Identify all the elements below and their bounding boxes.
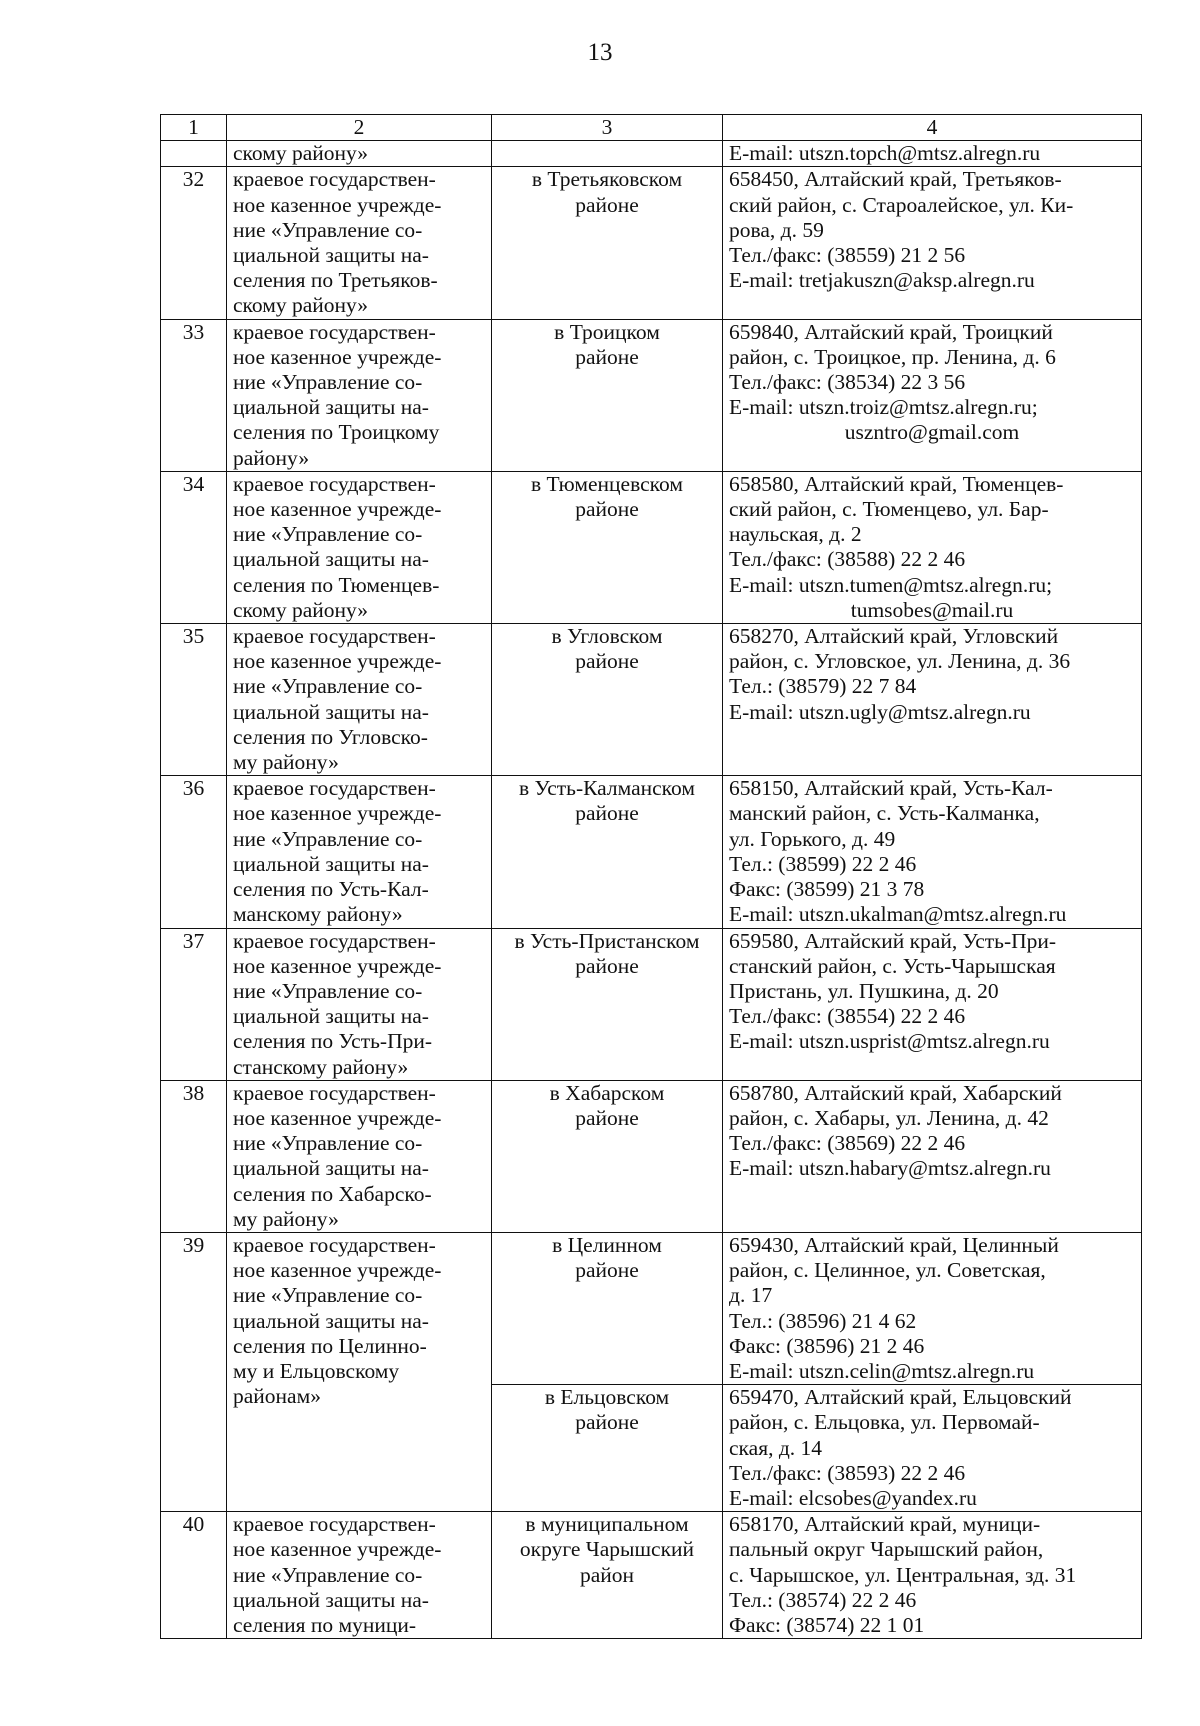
table-row [161, 776, 1142, 928]
address-cell [723, 141, 1142, 167]
address-cell [723, 928, 1142, 1080]
address-cell-line: Тел.: (38579) 22 7 84 [729, 674, 917, 699]
column-header-2: 2 [227, 115, 492, 141]
service-area-cell-line: районе [575, 1258, 639, 1283]
organization-cell-line: циальной защиты на- [233, 1156, 429, 1181]
address-cell-line: пальный округ Чарышский район, [729, 1537, 1044, 1562]
row-number-cell: 35 [161, 624, 227, 776]
service-area-cell-line: в Третьяковском [531, 167, 683, 192]
organization-cell-line: ное казенное учрежде- [233, 801, 442, 826]
organization-cell [227, 141, 492, 167]
service-area-cell [492, 1385, 723, 1512]
address-cell-line: станский район, с. Усть-Чарышская [729, 953, 1056, 978]
address-cell [723, 1080, 1142, 1232]
address-cell-line: 658270, Алтайский край, Угловский [729, 624, 1059, 649]
service-area-cell [492, 141, 723, 167]
service-area-cell-line: районе [575, 649, 639, 674]
organization-cell-line: ние «Управление со- [233, 522, 423, 547]
service-area-cell-line: в Угловском [551, 624, 663, 649]
organization-cell-line: циальной защиты на- [233, 699, 429, 724]
organization-cell-line: ние «Управление со- [233, 1283, 423, 1308]
address-cell-line: Тел./факс: (38593) 22 2 46 [729, 1460, 966, 1485]
address-cell-line: 658580, Алтайский край, Тюменцев- [729, 471, 1064, 496]
page-number: 13 [587, 39, 613, 66]
table-row [161, 928, 1142, 1080]
address-cell-line: 659840, Алтайский край, Троицкий [729, 319, 1053, 344]
address-cell-line: E-mail: utszn.celin@mtsz.alregn.ru [729, 1358, 1035, 1383]
table-row [161, 1512, 1142, 1639]
organization-cell-line: району» [233, 445, 310, 470]
service-area-cell-line: округе Чарышский [519, 1537, 695, 1562]
address-cell-line: район, с. Угловское, ул. Ленина, д. 36 [729, 649, 1071, 674]
table-row [161, 471, 1142, 623]
organization-cell-line: краевое государствен- [233, 1080, 436, 1105]
organization-cell-line: ние «Управление со- [233, 674, 423, 699]
organization-cell-line: краевое государствен- [233, 471, 436, 496]
address-cell [723, 1512, 1142, 1639]
address-cell-line: район, с. Троицкое, пр. Ленина, д. 6 [729, 344, 1056, 369]
address-cell-line: д. 17 [729, 1283, 773, 1308]
table-row [161, 319, 1142, 471]
organization-cell-line: краевое государствен- [233, 319, 436, 344]
organization-cell-line: ное казенное учрежде- [233, 192, 442, 217]
row-number-cell: 40 [161, 1512, 227, 1639]
column-header-3: 3 [492, 115, 723, 141]
organization-cell-line: ное казенное учрежде- [233, 649, 442, 674]
address-cell-line: ская, д. 14 [729, 1435, 823, 1460]
organization-cell-line: циальной защиты на- [233, 851, 429, 876]
table-row [161, 624, 1142, 776]
organization-cell-line: му району» [233, 1206, 339, 1231]
address-cell-line: 658780, Алтайский край, Хабарский [729, 1080, 1062, 1105]
organization-cell [227, 471, 492, 623]
organization-cell-line: ное казенное учрежде- [233, 1537, 442, 1562]
service-area-cell [492, 776, 723, 928]
service-area-cell-line: в Усть-Пристанском [514, 928, 700, 953]
address-cell-line: E-mail: utszn.ugly@mtsz.alregn.ru [729, 699, 1031, 724]
address-cell-line: Тел.: (38596) 21 4 62 [729, 1308, 917, 1333]
organization-cell-line: районам» [233, 1384, 321, 1409]
organization-cell [227, 1232, 492, 1511]
organization-cell-line: скому району» [233, 597, 369, 622]
service-area-cell [492, 319, 723, 471]
address-cell-line: E-mail: elcsobes@yandex.ru [729, 1485, 977, 1510]
organization-cell-line: краевое государствен- [233, 167, 436, 192]
organization-cell-line: краевое государствен- [233, 624, 436, 649]
organization-cell-line: му району» [233, 750, 339, 775]
address-cell-line: рова, д. 59 [729, 217, 824, 242]
address-cell-line: Пристань, ул. Пушкина, д. 20 [729, 978, 999, 1003]
organization-cell [227, 1512, 492, 1639]
organization-cell-line: циальной защиты на- [233, 1004, 429, 1029]
organization-cell [227, 776, 492, 928]
organization-cell-line: ное казенное учрежде- [233, 1258, 442, 1283]
address-cell-line: манский район, с. Усть-Калманка, [729, 801, 1040, 826]
address-cell-line: Тел.: (38599) 22 2 46 [729, 851, 917, 876]
organization-cell-line: ние «Управление со- [233, 1131, 423, 1156]
organization-cell-line: ное казенное учрежде- [233, 1105, 442, 1130]
table-row [161, 1080, 1142, 1232]
address-cell-line: 658150, Алтайский край, Усть-Кал- [729, 776, 1053, 801]
organization-cell-line: ние «Управление со- [233, 217, 423, 242]
organization-cell [227, 624, 492, 776]
service-area-cell-line: районе [575, 344, 639, 369]
organization-cell-line: селения по Тюменцев- [233, 572, 440, 597]
address-cell-line: tumsobes@mail.ru [850, 597, 1014, 622]
institutions-table [160, 114, 1142, 1639]
address-cell-line: ский район, с. Староалейское, ул. Ки- [729, 192, 1074, 217]
address-cell [723, 1385, 1142, 1512]
address-cell-line: Факс: (38599) 21 3 78 [729, 877, 925, 902]
service-area-cell-line: районе [575, 1410, 639, 1435]
organization-cell-line: станскому району» [233, 1054, 409, 1079]
address-cell [723, 624, 1142, 776]
row-number-cell: 33 [161, 319, 227, 471]
organization-cell [227, 319, 492, 471]
address-cell-line: E-mail: utszn.topch@mtsz.alregn.ru [729, 141, 1041, 166]
organization-cell-line: селения по Третьяков- [233, 268, 438, 293]
address-cell-line: uszntro@gmail.com [844, 420, 1020, 445]
address-cell-line: E-mail: utszn.tumen@mtsz.alregn.ru; [729, 572, 1053, 597]
service-area-cell [492, 928, 723, 1080]
column-header-4: 4 [723, 115, 1142, 141]
organization-cell [227, 1080, 492, 1232]
address-cell [723, 319, 1142, 471]
organization-cell-line: селения по Угловско- [233, 724, 428, 749]
address-cell-line: E-mail: tretjakuszn@aksp.alregn.ru [729, 268, 1035, 293]
address-cell-line: 658450, Алтайский край, Третьяков- [729, 167, 1062, 192]
row-number-cell [161, 141, 227, 167]
service-area-cell-line: районе [575, 953, 639, 978]
organization-cell-line: селения по Усть-Кал- [233, 877, 429, 902]
address-cell-line: Факс: (38574) 22 1 01 [729, 1612, 925, 1637]
organization-cell-line: краевое государствен- [233, 776, 436, 801]
header-row [161, 115, 1142, 141]
address-cell-line: Тел./факс: (38534) 22 3 56 [729, 370, 966, 395]
organization-cell-line: селения по муници- [233, 1612, 417, 1637]
service-area-cell-line: в муниципальном [525, 1512, 689, 1537]
row-number-cell: 32 [161, 167, 227, 319]
service-area-cell-line: районе [575, 1105, 639, 1130]
row-number-cell: 38 [161, 1080, 227, 1232]
organization-cell-line: ние «Управление со- [233, 370, 423, 395]
address-cell-line: E-mail: utszn.usprist@mtsz.alregn.ru [729, 1029, 1050, 1054]
column-header-1: 1 [161, 115, 227, 141]
organization-cell-line: му и Ельцовскому [233, 1358, 400, 1383]
row-number-cell: 39 [161, 1232, 227, 1511]
organization-cell-line: циальной защиты на- [233, 395, 429, 420]
organization-cell-line: селения по Хабарско- [233, 1181, 432, 1206]
organization-cell-line: краевое государствен- [233, 928, 436, 953]
organization-cell-line: краевое государствен- [233, 1512, 436, 1537]
service-area-cell [492, 1080, 723, 1232]
address-cell [723, 1232, 1142, 1384]
organization-cell-line: циальной защиты на- [233, 547, 429, 572]
address-cell [723, 776, 1142, 928]
address-cell-line: район, с. Ельцовка, ул. Первомай- [729, 1410, 1040, 1435]
address-cell-line: район, с. Целинное, ул. Советская, [729, 1258, 1046, 1283]
organization-cell-line: циальной защиты на- [233, 1308, 429, 1333]
service-area-cell-line: в Троицком [554, 319, 660, 344]
service-area-cell-line: район [579, 1562, 635, 1587]
address-cell-line: E-mail: utszn.ukalman@mtsz.alregn.ru [729, 902, 1067, 927]
service-area-cell [492, 624, 723, 776]
row-number-cell: 37 [161, 928, 227, 1080]
service-area-cell-line: в Усть-Калманском [519, 776, 695, 801]
address-cell [723, 471, 1142, 623]
address-cell-line: 659580, Алтайский край, Усть-При- [729, 928, 1057, 953]
address-cell-line: E-mail: utszn.troiz@mtsz.alregn.ru; [729, 395, 1038, 420]
continuation-row [161, 141, 1142, 167]
address-cell-line: район, с. Хабары, ул. Ленина, д. 42 [729, 1105, 1049, 1130]
service-area-cell-line: в Целинном [552, 1232, 662, 1257]
organization-cell-line: ное казенное учрежде- [233, 953, 442, 978]
row-number-cell: 36 [161, 776, 227, 928]
organization-cell-line: ное казенное учрежде- [233, 497, 442, 522]
address-cell-line: 659470, Алтайский край, Ельцовский [729, 1385, 1072, 1410]
address-cell-line: Тел./факс: (38554) 22 2 46 [729, 1004, 966, 1029]
table-body [161, 115, 1142, 1639]
service-area-cell-line: в Тюменцевском [531, 471, 683, 496]
organization-cell [227, 928, 492, 1080]
organization-cell-line: ние «Управление со- [233, 826, 423, 851]
address-cell-line: ул. Горького, д. 49 [729, 826, 896, 851]
address-cell-line: Факс: (38596) 21 2 46 [729, 1333, 925, 1358]
organization-cell-line: манскому району» [233, 902, 403, 927]
address-cell-line: E-mail: utszn.habary@mtsz.alregn.ru [729, 1156, 1051, 1181]
organization-cell-line: скому району» [233, 293, 369, 318]
address-cell-line: с. Чарышское, ул. Центральная, зд. 31 [729, 1562, 1077, 1587]
organization-cell-line: скому району» [233, 141, 369, 166]
address-cell-line: ский район, с. Тюменцево, ул. Бар- [729, 497, 1049, 522]
service-area-cell-line: в Хабарском [549, 1080, 665, 1105]
service-area-cell-line: в Ельцовском [544, 1385, 670, 1410]
service-area-cell [492, 167, 723, 319]
service-area-cell-line: районе [575, 497, 639, 522]
organization-cell-line: селения по Троицкому [233, 420, 440, 445]
organization-cell-line: краевое государствен- [233, 1232, 436, 1257]
organization-cell-line: ние «Управление со- [233, 1562, 423, 1587]
service-area-cell [492, 1512, 723, 1639]
service-area-cell [492, 1232, 723, 1384]
service-area-cell-line: районе [575, 192, 639, 217]
address-cell-line: Тел./факс: (38569) 22 2 46 [729, 1131, 966, 1156]
row-number-cell: 34 [161, 471, 227, 623]
service-area-cell [492, 471, 723, 623]
service-area-cell-line: районе [575, 801, 639, 826]
address-cell-line: Тел./факс: (38559) 21 2 56 [729, 243, 966, 268]
organization-cell-line: селения по Целинно- [233, 1333, 427, 1358]
organization-cell-line: ние «Управление со- [233, 978, 423, 1003]
table-row [161, 1232, 1142, 1384]
address-cell-line: Тел.: (38574) 22 2 46 [729, 1587, 917, 1612]
address-cell-line: наульская, д. 2 [729, 522, 862, 547]
table-row [161, 167, 1142, 319]
address-cell-line: 659430, Алтайский край, Целинный [729, 1232, 1059, 1257]
organization-cell-line: ное казенное учрежде- [233, 344, 442, 369]
address-cell-line: Тел./факс: (38588) 22 2 46 [729, 547, 966, 572]
organization-cell [227, 167, 492, 319]
address-cell [723, 167, 1142, 319]
address-cell-line: 658170, Алтайский край, муници- [729, 1512, 1041, 1537]
organization-cell-line: селения по Усть-При- [233, 1029, 433, 1054]
organization-cell-line: циальной защиты на- [233, 1587, 429, 1612]
organization-cell-line: циальной защиты на- [233, 243, 429, 268]
